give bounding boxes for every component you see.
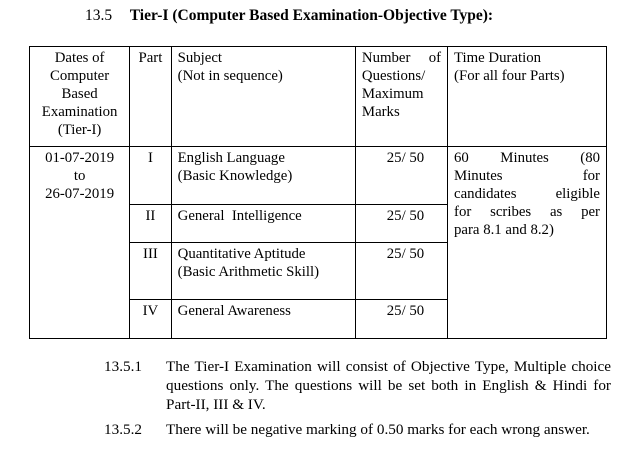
- header-subject: Subject (Not in sequence): [171, 47, 355, 147]
- part-cell: III: [130, 243, 171, 300]
- paragraph-text: There will be negative marking of 0.50 marks for each wrong answer.: [166, 421, 590, 438]
- section-heading: [85, 7, 493, 25]
- subject-cell: General Intelligence: [171, 205, 355, 243]
- header-time: Time Duration (For all four Parts): [448, 47, 607, 147]
- part-cell: I: [130, 147, 171, 205]
- table-row: [30, 147, 607, 205]
- dates-cell: 01-07-2019 to 26-07-2019: [30, 147, 130, 339]
- section-number: 13.5: [85, 7, 113, 24]
- paragraph-13-5-1: [104, 357, 611, 414]
- subject-cell: General Awareness: [171, 300, 355, 339]
- part-cell: IV: [130, 300, 171, 339]
- marks-cell: 25/ 50: [355, 205, 447, 243]
- header-part: Part: [130, 47, 171, 147]
- marks-cell: 25/ 50: [355, 300, 447, 339]
- header-dates: Dates of Computer Based Examination (Tier-I): [30, 47, 130, 147]
- time-duration-cell: 60 Minutes (80 Minutes for candidates eligible for scribes as per para 8.1 and 8.2): [448, 147, 607, 339]
- table-header-row: [30, 47, 607, 147]
- marks-cell: 25/ 50: [355, 147, 447, 205]
- marks-cell: 25/ 50: [355, 243, 447, 300]
- subject-cell: Quantitative Aptitude (Basic Arithmetic Skill): [171, 243, 355, 300]
- part-cell: II: [130, 205, 171, 243]
- section-title: Tier-I (Computer Based Examination-Objective Type):: [129, 7, 494, 24]
- paragraph-text: The Tier-I Examination will consist of Objective Type, Multiple choice questions only. The questions will be set both in English & Hindi for Part-II, III & IV.: [166, 358, 611, 413]
- subject-cell: English Language (Basic Knowledge): [171, 147, 355, 205]
- exam-table: [29, 46, 607, 339]
- paragraph-number: 13.5.2: [104, 421, 142, 438]
- header-number: Number of Questions/ Maximum Marks: [355, 47, 447, 147]
- paragraph-number: 13.5.1: [104, 358, 142, 375]
- paragraph-13-5-2: [104, 420, 611, 439]
